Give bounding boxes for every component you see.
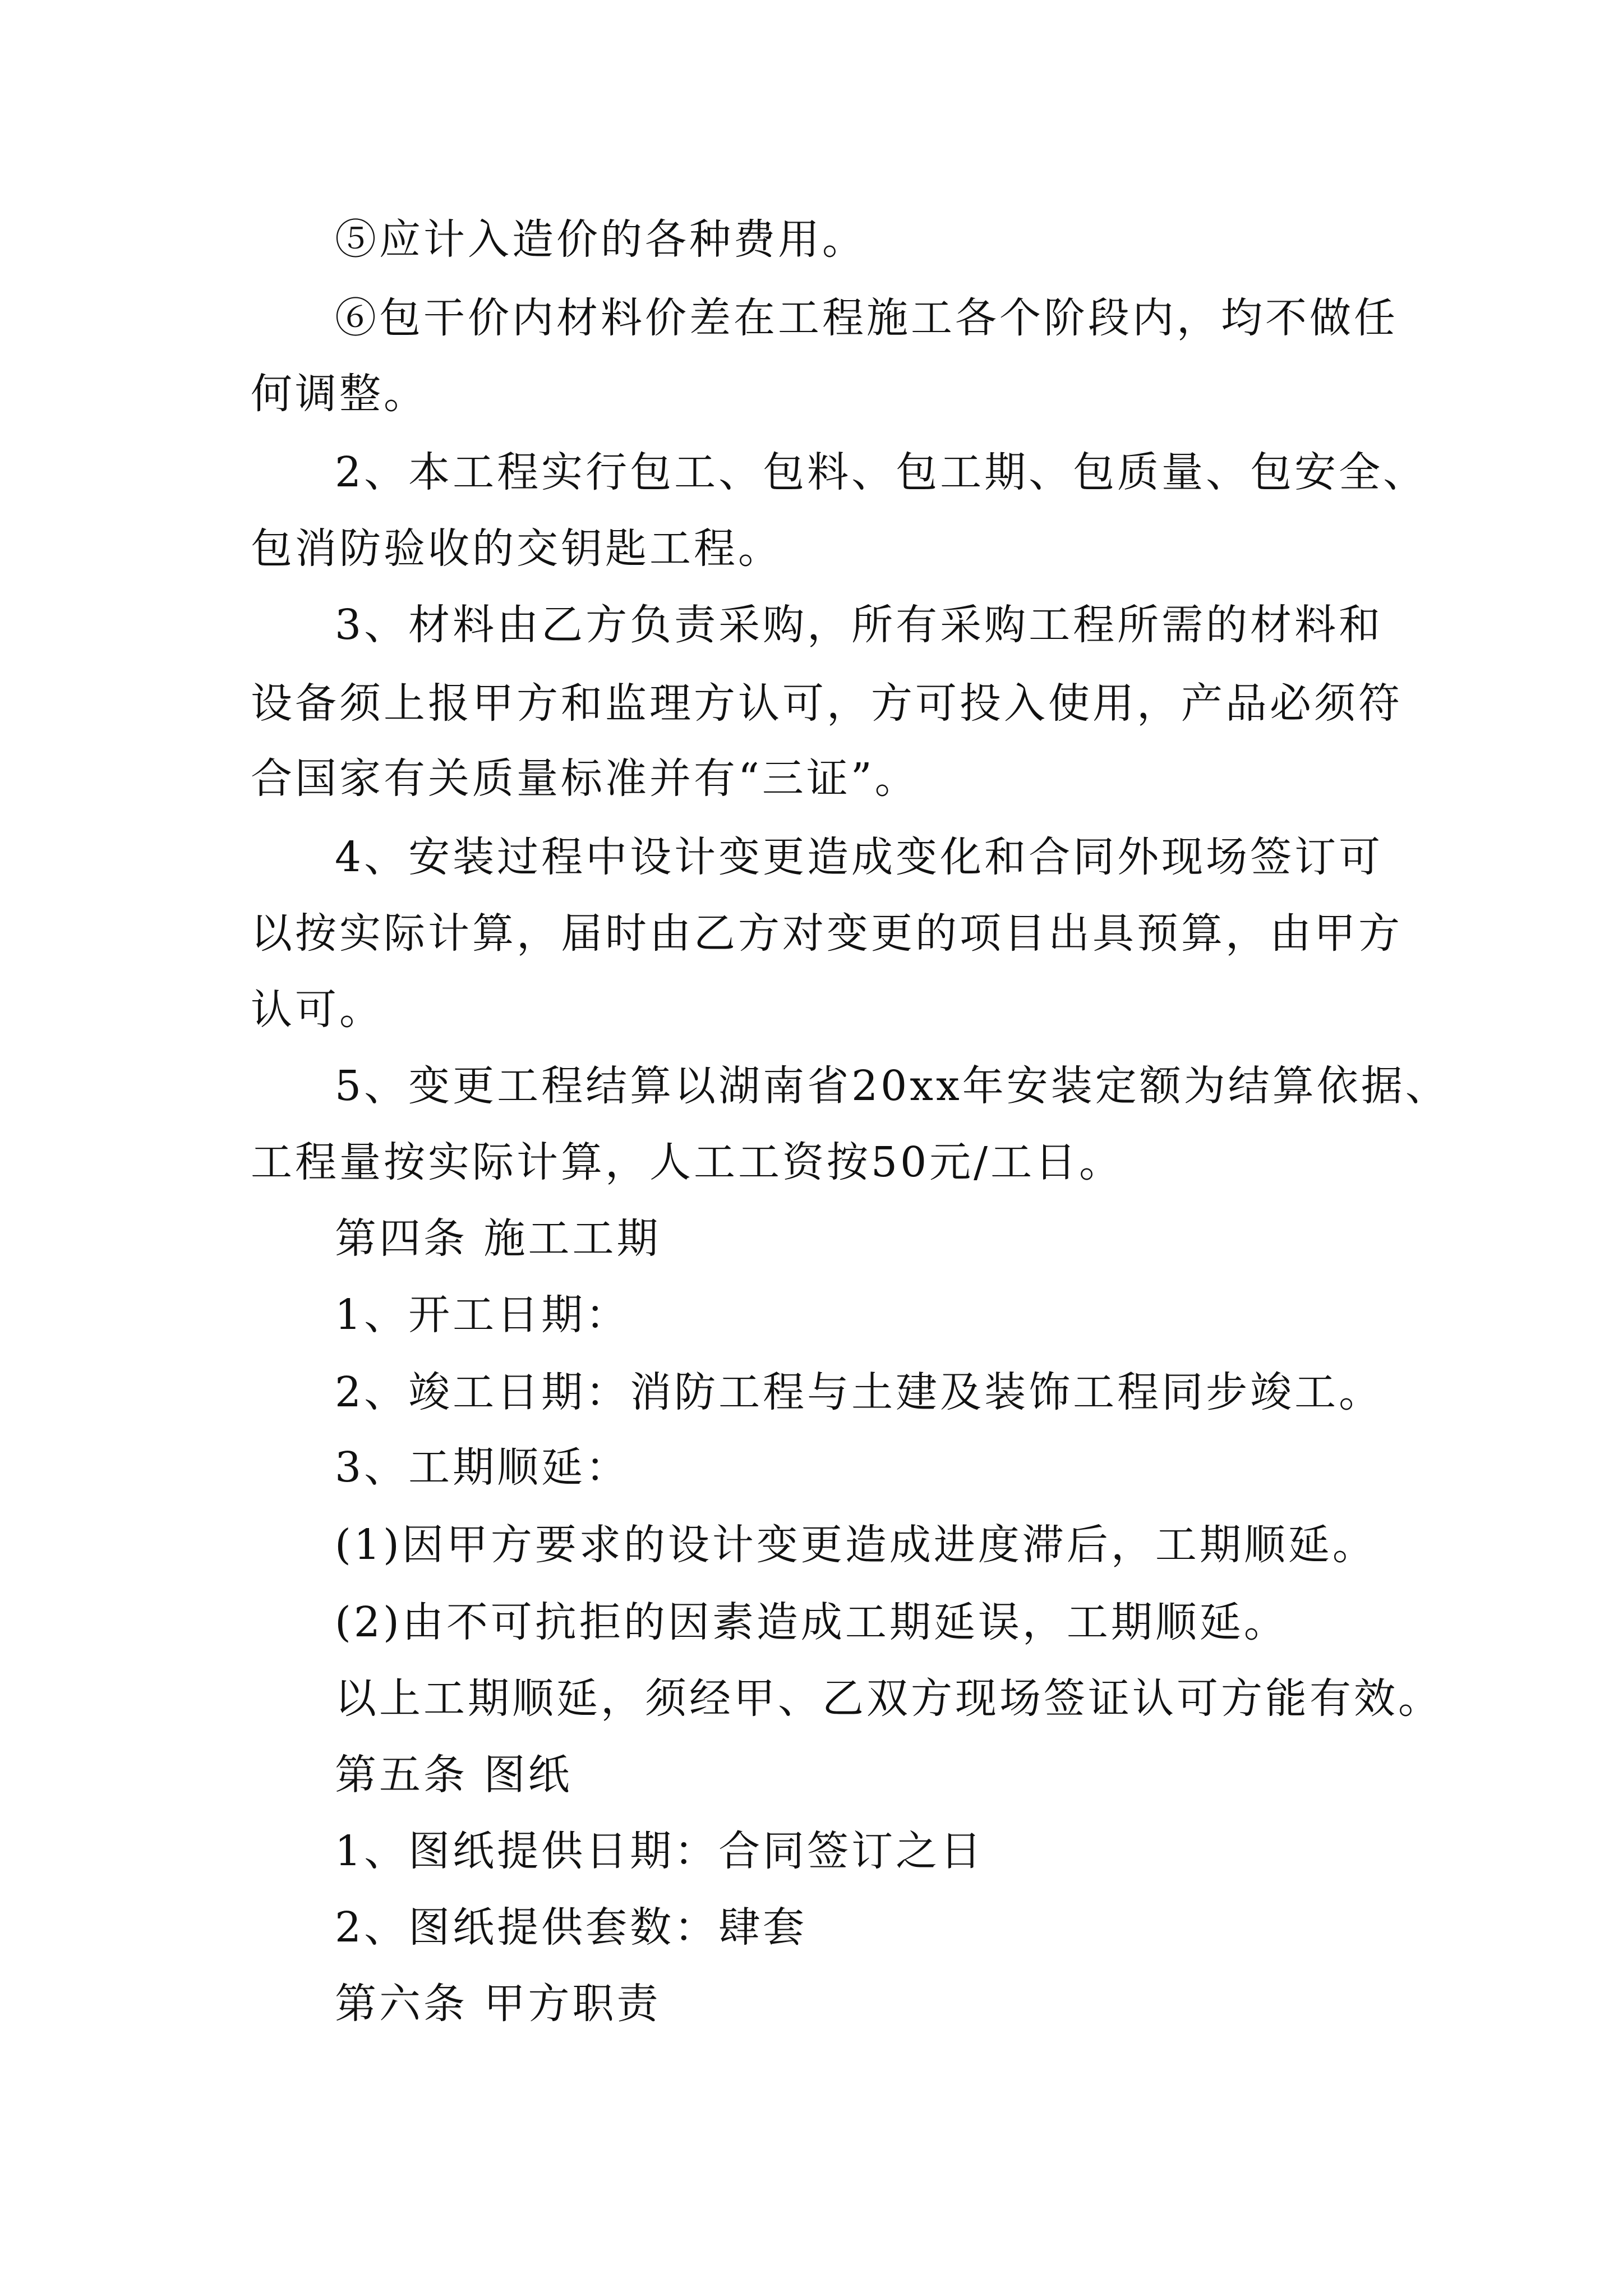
clause-item-6: ⑥包干价内材料价差在工程施工各个阶段内，均不做任 [335, 294, 1398, 342]
clause-3: 3、材料由乙方负责采购，所有采购工程所需的材料和 [335, 601, 1384, 649]
clause-5-cont: 工程量按实际计算，人工工资按50元/工日。 [251, 1138, 1124, 1186]
completion-date: 2、竣工日期：消防工程与土建及装饰工程同步竣工。 [335, 1368, 1384, 1416]
article-6-heading: 第六条 甲方职责 [335, 1980, 661, 2028]
clause-4: 4、安装过程中设计变更造成变化和合同外现场签订可 [335, 833, 1384, 881]
article-5-heading: 第五条 图纸 [335, 1751, 573, 1799]
start-date: 1、开工日期： [335, 1291, 630, 1339]
clause-item-6-cont: 何调整。 [251, 370, 428, 418]
extension-note: 以上工期顺延，须经甲、乙双方现场签证认可方能有效。 [335, 1674, 1442, 1723]
clause-2-cont: 包消防验收的交钥匙工程。 [251, 524, 782, 573]
clause-3-cont-2: 合国家有关质量标准并有“三证”。 [251, 754, 919, 803]
clause-3-cont-1: 设备须上报甲方和监理方认可，方可投入使用，产品必须符 [251, 679, 1403, 728]
clause-4-cont-1: 以按实际计算，届时由乙方对变更的项目出具预算，由甲方 [251, 909, 1403, 958]
clause-item-5: ⑤应计入造价的各种费用。 [335, 215, 866, 264]
extension-item-1: (1)因甲方要求的设计变更造成进度滞后，工期顺延。 [335, 1521, 1377, 1569]
clause-5: 5、变更工程结算以湖南省20xx年安装定额为结算依据、 [335, 1062, 1450, 1110]
extension-item-2: (2)由不可抗拒的因素造成工期延误，工期顺延。 [335, 1598, 1288, 1646]
drawings-date: 1、图纸提供日期：合同签订之日 [335, 1827, 985, 1875]
article-4-heading: 第四条 施工工期 [335, 1214, 661, 1263]
clause-4-cont-2: 认可。 [251, 986, 384, 1034]
extension-heading: 3、工期顺延： [335, 1443, 630, 1492]
clause-2: 2、本工程实行包工、包料、包工期、包质量、包安全、 [335, 448, 1428, 496]
drawings-sets: 2、图纸提供套数：肆套 [335, 1903, 808, 1952]
